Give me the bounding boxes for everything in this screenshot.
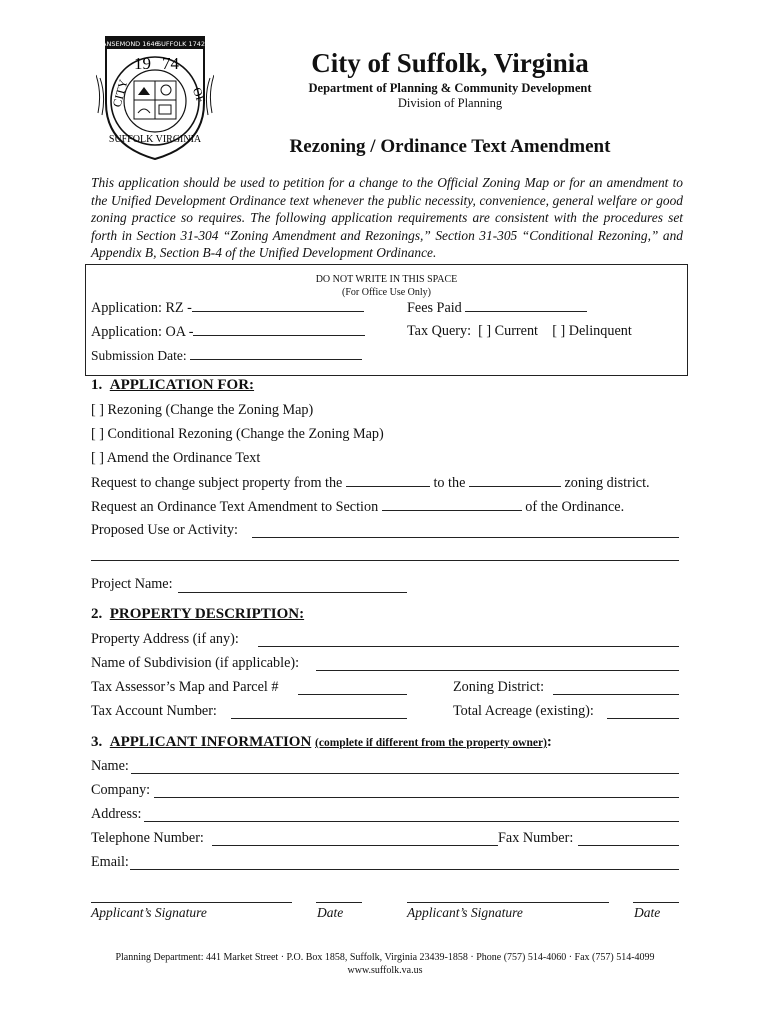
submission-date-field[interactable] xyxy=(91,347,362,364)
application-oa-field[interactable] xyxy=(91,323,365,341)
seal-ring-right: OF xyxy=(189,85,209,105)
section-3-note: (complete if different from the property owner) xyxy=(315,737,547,749)
seal-year-left: 19 xyxy=(134,54,151,73)
seal-year-right: 74 xyxy=(162,54,179,73)
company-field[interactable] xyxy=(154,797,679,798)
assessor-map-label: Tax Assessor’s Map and Parcel # xyxy=(91,679,279,695)
option-amend-text-checkbox[interactable]: [ ] Amend the Ordinance Text xyxy=(91,450,261,466)
seal-top-right: SUFFOLK 1742 xyxy=(157,40,205,48)
proposed-use-label: Proposed Use or Activity: xyxy=(91,522,238,538)
footer-address: Planning Department: 441 Market Street · P.O. Box 1858, Suffolk, Virginia 23439-1858 · Phone (757) 514-4060 · Fax (757) 514-4099 xyxy=(115,952,655,963)
option-conditional-rezoning-checkbox[interactable]: [ ] Conditional Rezoning (Change the Zoning Map) xyxy=(91,426,384,442)
email-label: Email: xyxy=(91,854,129,870)
applicant-signature-2-label: Applicant’s Signature xyxy=(407,905,523,920)
section-2-heading xyxy=(91,606,304,623)
option-rezoning-checkbox[interactable]: [ ] Rezoning (Change the Zoning Map) xyxy=(91,402,314,418)
application-rz-label: Application: RZ - xyxy=(91,300,192,316)
request-change-label-b: to the xyxy=(433,475,466,491)
date-2-field[interactable] xyxy=(633,902,679,903)
total-acreage-label: Total Acreage (existing): xyxy=(453,703,594,719)
date-1-field[interactable] xyxy=(316,902,362,903)
subdivision-label: Name of Subdivision (if applicable): xyxy=(91,655,300,671)
department-name: Department of Planning & Community Development xyxy=(308,81,592,95)
tax-query-delinquent-checkbox[interactable]: [ ] Delinquent xyxy=(552,323,632,339)
city-seal xyxy=(96,33,214,163)
project-name-label: Project Name: xyxy=(91,576,173,592)
proposed-use-field[interactable] xyxy=(252,537,679,538)
footer-website[interactable]: www.suffolk.va.us xyxy=(347,965,423,976)
ordinance-section-field[interactable] xyxy=(382,498,522,511)
intro-paragraph: This application should be used to petition for a change to the Official Zoning Map or for an amendment to the Unified Development Ordinance text whenever the public necessity, convenience, general welfare or good zoning practice so requires. The following application requirements are consistent with the procedures set forth in Section 31-304 “Zoning Amendment and Rezonings,” Section 31-305 “Conditional Rezoning,” and Appendix B, Section B-4 of the Unified Development Ordinance. xyxy=(91,175,683,260)
applicant-signature-2-field[interactable] xyxy=(407,902,609,903)
assessor-map-field[interactable] xyxy=(298,694,407,695)
section-3-heading xyxy=(91,734,552,751)
application-rz-field[interactable] xyxy=(91,299,364,317)
total-acreage-field[interactable] xyxy=(607,718,679,719)
city-title: City of Suffolk, Virginia xyxy=(311,48,589,78)
company-label: Company: xyxy=(91,782,151,798)
section-2-number: 2. xyxy=(91,606,103,622)
fees-paid-field[interactable] xyxy=(407,299,587,317)
section-3-number: 3. xyxy=(91,734,103,750)
request-text-label-b: of the Ordinance. xyxy=(525,499,625,515)
property-address-field[interactable] xyxy=(258,646,679,647)
name-field[interactable] xyxy=(131,773,679,774)
request-change-label-c: zoning district. xyxy=(564,475,650,491)
subdivision-field[interactable] xyxy=(316,670,679,671)
seal-top-left: NANSEMOND 1646 xyxy=(97,40,159,48)
section-2-title: PROPERTY DESCRIPTION: xyxy=(109,606,305,622)
address-label: Address: xyxy=(91,806,142,822)
address-field[interactable] xyxy=(144,821,679,822)
date-2-label: Date xyxy=(634,905,661,920)
zoning-district-field[interactable] xyxy=(553,694,679,695)
zoning-district-label: Zoning District: xyxy=(453,679,545,695)
seal-emblem xyxy=(134,81,176,119)
proposed-use-field-line-2[interactable] xyxy=(91,560,679,561)
property-address-label: Property Address (if any): xyxy=(91,631,239,647)
fees-paid-label: Fees Paid xyxy=(407,300,462,316)
submission-date-label: Submission Date: xyxy=(91,348,187,363)
request-change-label-a: Request to change subject property from the xyxy=(91,475,343,491)
section-1-title: APPLICATION FOR: xyxy=(109,377,255,393)
section-3-colon: : xyxy=(546,734,552,750)
tax-account-field[interactable] xyxy=(231,718,407,719)
request-text-row xyxy=(91,498,624,516)
office-use-heading: DO NOT WRITE IN THIS SPACE xyxy=(315,274,458,285)
fax-label: Fax Number: xyxy=(498,830,574,846)
date-1-label: Date xyxy=(317,905,344,920)
application-oa-label: Application: OA - xyxy=(91,324,194,340)
section-1-heading xyxy=(91,377,254,394)
telephone-field[interactable] xyxy=(212,845,498,846)
section-1-number: 1. xyxy=(91,377,103,393)
section-3-title: APPLICANT INFORMATION xyxy=(109,734,312,750)
project-name-field[interactable] xyxy=(178,592,407,593)
request-text-label-a: Request an Ordinance Text Amendment to Section xyxy=(91,499,379,515)
telephone-label: Telephone Number: xyxy=(91,830,204,846)
document-title: Rezoning / Ordinance Text Amendment xyxy=(289,136,611,157)
tax-query-label: Tax Query: xyxy=(407,323,472,339)
applicant-signature-1-label: Applicant’s Signature xyxy=(91,905,207,920)
from-district-field[interactable] xyxy=(346,474,430,487)
seal-ring-left: CITY xyxy=(109,77,131,109)
division-name: Division of Planning xyxy=(397,96,503,110)
to-district-field[interactable] xyxy=(469,474,561,487)
tax-account-label: Tax Account Number: xyxy=(91,703,217,719)
fax-field[interactable] xyxy=(578,845,679,846)
office-use-subheading: (For Office Use Only) xyxy=(342,287,431,298)
request-change-row xyxy=(91,474,650,492)
name-label: Name: xyxy=(91,758,129,774)
tax-query-current-checkbox[interactable]: [ ] Current xyxy=(478,323,538,339)
tax-query-row xyxy=(407,323,632,340)
seal-ring-bottom: SUFFOLK VIRGINIA xyxy=(108,134,202,145)
applicant-signature-1-field[interactable] xyxy=(91,902,292,903)
email-field[interactable] xyxy=(130,869,679,870)
